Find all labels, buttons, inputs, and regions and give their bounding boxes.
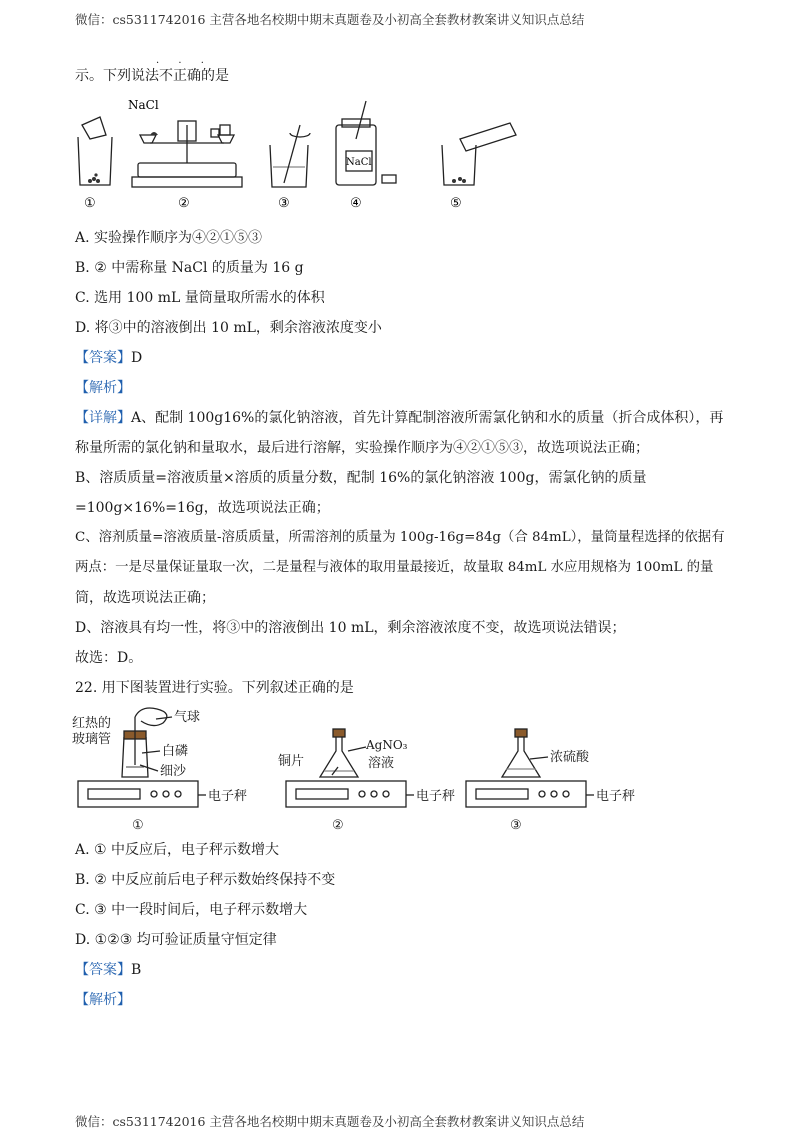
bottle-4: [336, 101, 396, 185]
label-copper: 铜片: [278, 754, 305, 769]
label-acid: 浓硫酸: [550, 750, 590, 765]
fig-num-2: ②: [178, 196, 190, 211]
q21-detail-line-5: C、溶剂质量=溶液质量-溶质质量，所需溶剂的质量为 100g-16g=84g（合 84mL），量筒量程选择的依据有: [75, 530, 725, 545]
q22-option-b: B. ② 中反应前后电子秤示数始终保持不变: [75, 872, 336, 888]
detail-tag: 【详解】: [75, 410, 131, 426]
q21-detail-line-6: 两点：一是尽量保证量取一次，二是量程与液体的取用量最接近，故量取 84mL 水应用规格为 100mL 的量: [75, 560, 714, 575]
label-solution: 溶液: [368, 756, 395, 771]
q22-option-a: A. ① 中反应后，电子秤示数增大: [75, 842, 280, 858]
q22-option-c: C. ③ 中一段时间后，电子秤示数增大: [75, 902, 308, 918]
label-scale-2: 电子秤: [416, 789, 456, 804]
answer-value: B: [131, 962, 142, 978]
answer-tag: 【答案】: [75, 350, 131, 366]
label-balloon: 气球: [174, 710, 201, 725]
q22-option-d: D. ①②③ 均可验证质量守恒定律: [75, 932, 277, 948]
fig-num-3: ③: [278, 196, 290, 211]
fig-num-1: ①: [132, 818, 144, 833]
q21-option-a: A. 实验操作顺序为④②①⑤③: [75, 230, 263, 246]
label-hot-tube-1: 红热的: [72, 716, 112, 731]
label-scale-3: 电子秤: [596, 789, 636, 804]
q21-answer: [75, 348, 142, 368]
label-scale-1: 电子秤: [208, 789, 248, 804]
q22-answer: [75, 960, 141, 980]
q21-detail-line-9: 故选：D。: [75, 650, 143, 666]
q21-figure: [70, 95, 530, 215]
q21-detail-line-4: =100g×16%=16g，故选项说法正确；: [75, 500, 330, 516]
q21-detail-line-1: 【详解】A、配制 100g16%的氯化钠溶液，首先计算配制溶液所需氯化钠和水的质量（折合成体积），再: [75, 410, 724, 426]
fig-num-1: ①: [84, 196, 96, 211]
beaker-5: [442, 123, 516, 185]
q21-detail-line-3: B、溶质质量=溶液质量×溶质的质量分数，配制 16%的氯化钠溶液 100g，需氯化钠的质量: [75, 470, 647, 486]
q21-detail-line-7: 筒，故选项说法正确；: [75, 590, 215, 606]
fig-num-3: ③: [510, 818, 522, 833]
beaker-3: [270, 125, 310, 187]
label-sand: 细沙: [160, 764, 187, 779]
q21-option-d: D. 将③中的溶液倒出 10 mL，剩余溶液浓度变小: [75, 320, 382, 336]
fig-num-5: ⑤: [450, 196, 462, 211]
emphasis-dots: · · ·: [156, 58, 212, 69]
label-hot-tube-2: 玻璃管: [72, 732, 112, 747]
q21-option-c: C. 选用 100 mL 量筒量取所需水的体积: [75, 290, 325, 306]
q21-analysis-tag: 【解析】: [75, 380, 131, 396]
fig-num-2: ②: [332, 818, 344, 833]
balance-2: [132, 121, 242, 187]
label-nacl-bottle: NaCl: [346, 157, 372, 168]
q21-option-b: B. ② 中需称量 NaCl 的质量为 16 g: [75, 260, 304, 276]
q22-stem: 22. 用下图装置进行实验。下列叙述正确的是: [75, 680, 354, 696]
q22-figure: [70, 705, 640, 835]
apparatus-3: [466, 729, 586, 807]
page-footer: 微信：cs5311742016 主营各地名校期中期末真题卷及小初高全套教材教案讲义知识点总结: [75, 1114, 585, 1129]
answer-tag: 【答案】: [75, 962, 131, 978]
fig-num-4: ④: [350, 196, 362, 211]
label-nacl-top: NaCl: [128, 98, 159, 112]
q21-stem-tail: 示。下列说法不正确的是: [75, 68, 229, 84]
label-white-p: 白磷: [162, 744, 189, 759]
label-agno3: AgNO₃: [366, 738, 408, 752]
q22-analysis-tag: 【解析】: [75, 992, 131, 1008]
q21-detail-line-2: 称量所需的氯化钠和量取水，最后进行溶解，实验操作顺序为④②①⑤③，故选项说法正确；: [75, 440, 649, 456]
q21-detail-line-8: D、溶液具有均一性，将③中的溶液倒出 10 mL，剩余溶液浓度不变，故选项说法错误；: [75, 620, 626, 636]
page-header: 微信：cs5311742016 主营各地名校期中期末真题卷及小初高全套教材教案讲义知识点总结: [75, 12, 585, 27]
answer-value: D: [131, 350, 143, 366]
